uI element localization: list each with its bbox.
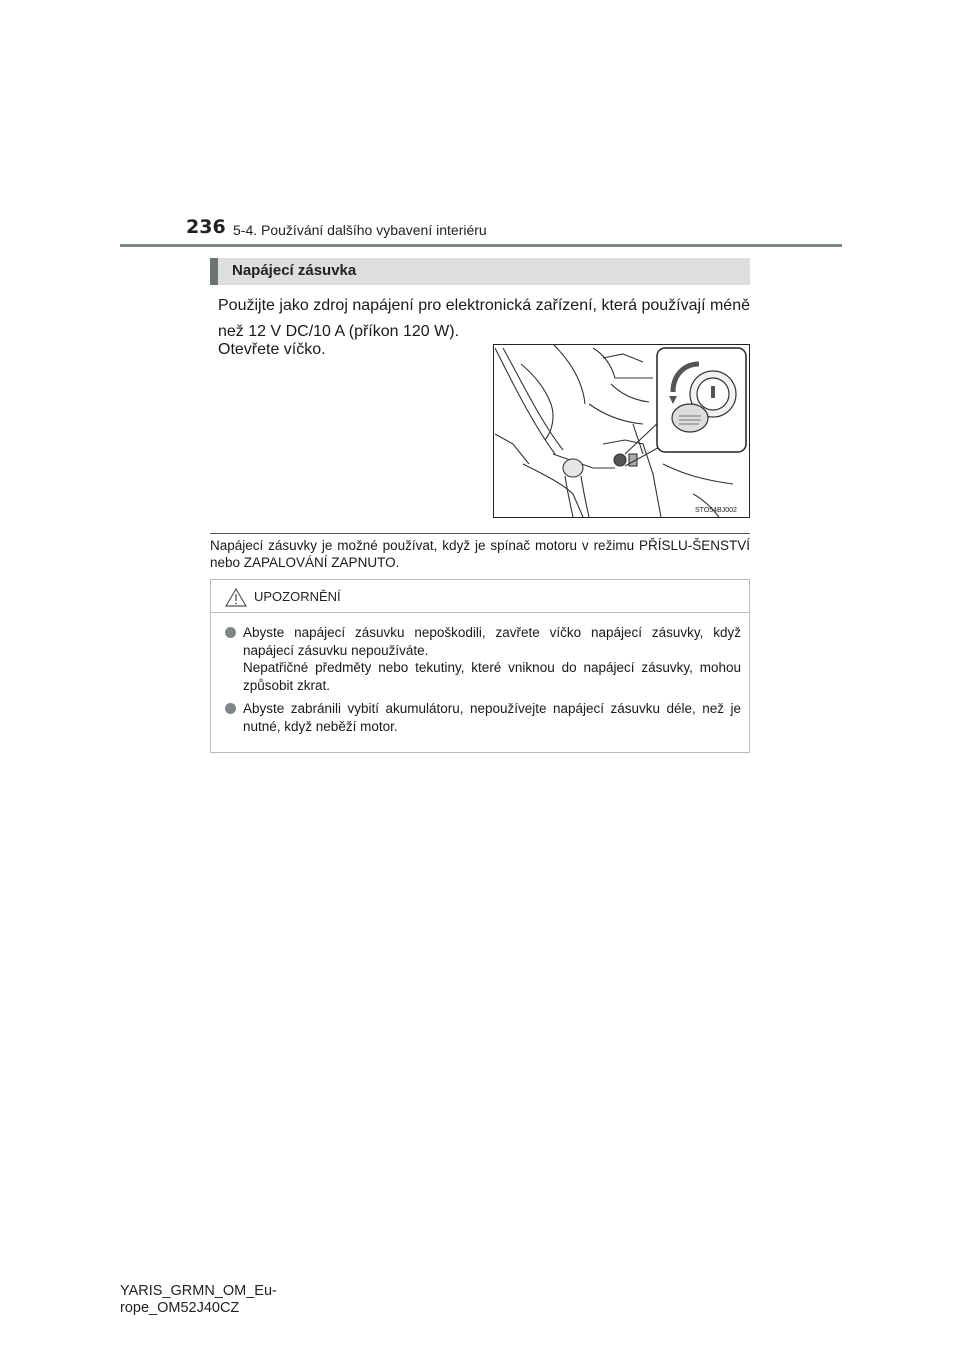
section-header bbox=[210, 258, 750, 285]
warning-item-text: Abyste napájecí zásuvku nepoškodili, zavřete víčko napájecí zásuvky, když napájecí zásuvku nepoužíváte. bbox=[243, 625, 741, 658]
warning-item bbox=[225, 624, 741, 694]
warning-header bbox=[211, 580, 749, 613]
warning-title: UPOZORNĚNÍ bbox=[254, 589, 341, 604]
header-rule bbox=[120, 244, 842, 247]
figure-code: STO54BJ002 bbox=[695, 507, 737, 514]
bullet-icon bbox=[225, 627, 236, 638]
power-outlet-illustration bbox=[493, 344, 750, 518]
step-open-cover: Otevřete víčko. bbox=[218, 341, 326, 358]
bullet-icon bbox=[225, 703, 236, 714]
warning-triangle-icon bbox=[225, 588, 247, 607]
document-footer bbox=[120, 1283, 277, 1317]
warning-box bbox=[210, 579, 750, 753]
chapter-title: 5-4. Používání dalšího vybavení interiéru bbox=[233, 222, 487, 238]
intro-paragraph: Použijte jako zdroj napájení pro elektronická zařízení, která používají méně než 12 V DC/10 A (příkon 120 W). bbox=[218, 297, 750, 340]
warning-item bbox=[225, 700, 741, 735]
section-title: Napájecí zásuvka bbox=[232, 262, 357, 279]
warning-item-text: Abyste zabránili vybití akumulátoru, nepoužívejte napájecí zásuvku déle, než je nutné, když neběží motor. bbox=[243, 701, 741, 734]
footer-line: YARIS_GRMN_OM_Eu- bbox=[120, 1283, 277, 1299]
note-divider bbox=[210, 533, 750, 534]
warning-item-text: Nepatřičné předměty nebo tekutiny, které vniknou do napájecí zásuvky, mohou způsobit zkrat. bbox=[243, 660, 741, 693]
page-number: 236 bbox=[186, 216, 226, 238]
note-paragraph: Napájecí zásuvky je možné používat, když je spínač motoru v režimu PŘÍSLU-ŠENSTVÍ nebo ZAPALOVÁNÍ ZAPNUTO. bbox=[210, 538, 750, 570]
footer-line: rope_OM52J40CZ bbox=[120, 1300, 240, 1316]
